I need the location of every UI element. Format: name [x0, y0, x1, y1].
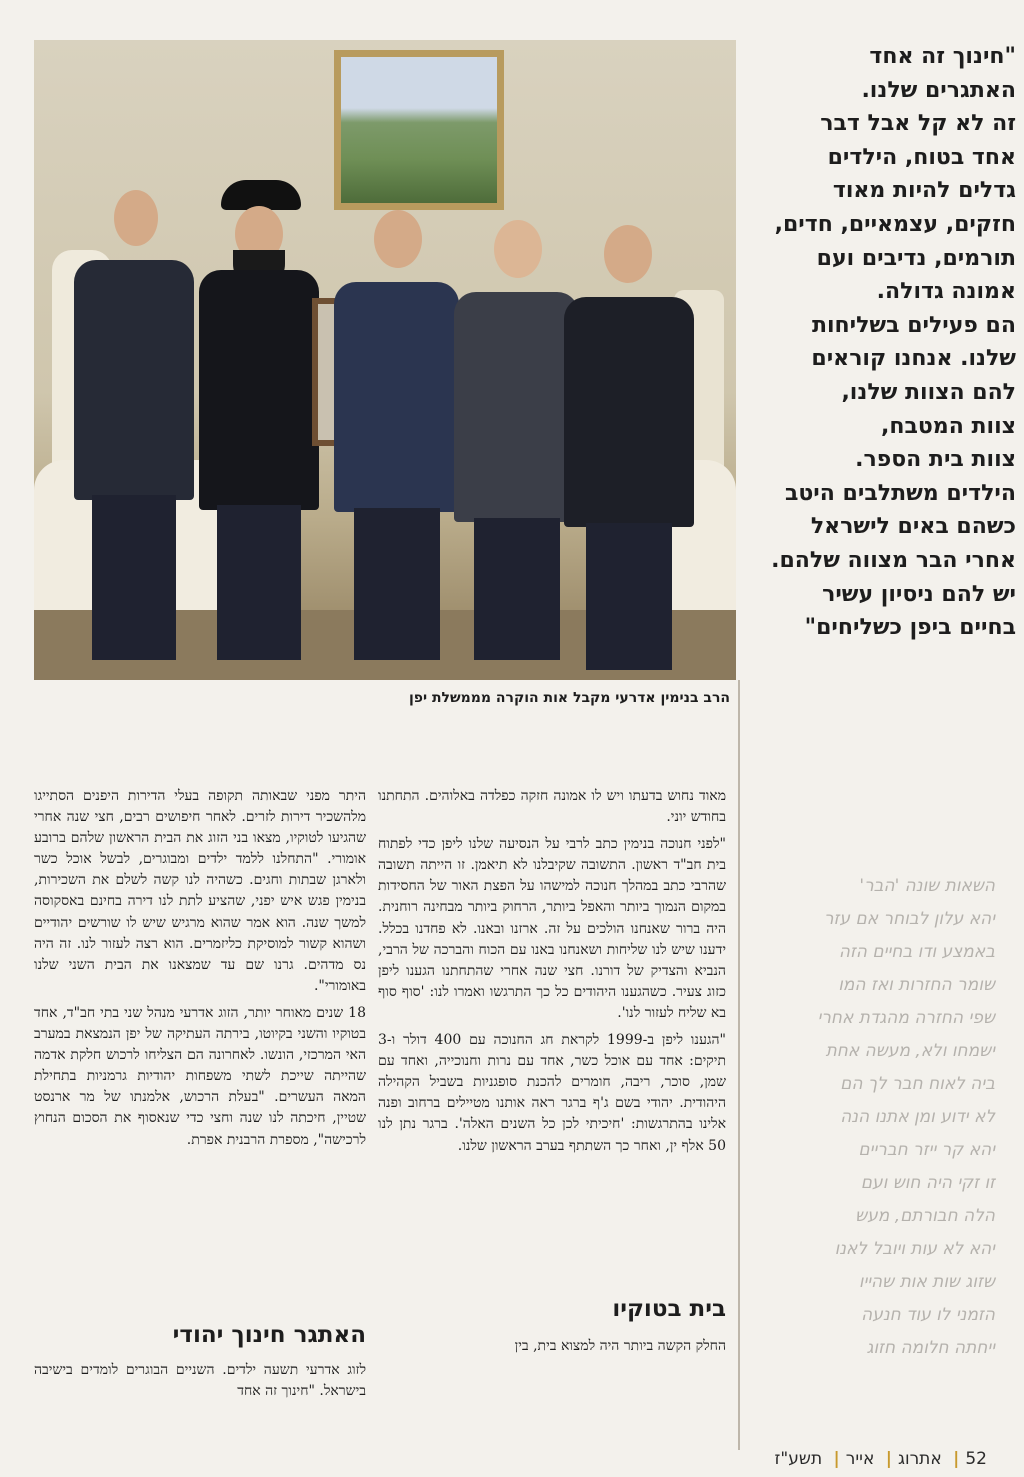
pull-quote-line: אחד בטוח, הילדים [827, 144, 1016, 170]
faded-text-line: יהא לא עות ויובל לאנו [834, 1239, 995, 1259]
pull-quote-line: כשהם באים לישראל [810, 514, 1016, 540]
pull-quote-line: הם פעילים בשליחות [811, 312, 1016, 338]
faded-text-line: השאות שונה 'הבר' [859, 876, 995, 896]
article-photo [34, 40, 736, 680]
pull-quote-line: אחרי הבר מצווה שלהם. [771, 547, 1016, 573]
article-column-left [34, 786, 366, 1157]
paragraph: 18 שנים מאוחר יותר, הזוג אדרעי מנהל שני בתי חב"ד, אחד בטוקיו והשני בקיוטו, בירתה העתיקה של יפן הנמצאת במערב האי המרכזי, הונשו. לאחרונה הם הצליחו לרכוש חלקת אדמה שהייתה שייכת לשתי משפחות יהודיות גרמניות בתחילת המאה העשרים. "בעלת הרכוש, אלמנתו של מר ארנסט שטיין, חיכתה לנו שנה וחצי כדי שנאסוף את הסכום הנחוץ לרכישה", מספרת הרבנית אפרת. [34, 1004, 366, 1148]
pull-quote-line: להם הצוות שלנו, [841, 379, 1016, 405]
pull-quote-line: האתגרים שלנו. [861, 77, 1016, 103]
faded-text-line: שפי החזרה מהגדת אחרי [817, 1008, 995, 1028]
faded-text-line: הלה חבורתם, מעש [855, 1206, 995, 1226]
pull-quote [754, 40, 1016, 645]
pull-quote-line: תורמים, נדיבים ועם [816, 245, 1016, 271]
pull-quote-line: אמונה גדולה. [876, 279, 1016, 305]
paragraph: היתר מפני שבאותה תקופה בעלי הדירות היפנים הסתייגו מלהשכיר דירות לזרים. לאחר חיפושים רבים, חצי שנה אחרי שהגיעו לטוקיו, מצאו בני הזוג את הבית הראשון שלהם ברובע אומורי. "התחלנו ללמד ילדים ומבוגרים, לבשל אוכל כשר ולארגן שבתות וחגים. כשהיה לנו קשה לשלם את השכירות, בנימין פגש איש יפני, שהציע לתת לנו דירה בחינם באסקוסה למשך שנה. הוא אמר שהוא מרגיש שיש לו שורשים יהודיים ושהוא קשור למוסיקת כליזמרים. הוא רצה לעזור לנו. זה היה נס מדהים. גרנו שם עד שמצאנו את הבית השני שלנו באומורי". [34, 788, 366, 994]
faded-text-line: ייחתה חלומה חזוג [866, 1338, 995, 1358]
issue-year: תשע"ז [774, 1449, 823, 1469]
pull-quote-line: צוות המטבח, [880, 413, 1016, 439]
pull-quote-line: צוות בית הספר. [855, 447, 1016, 473]
pull-quote-line: זה לא קל אבל דבר [820, 111, 1016, 137]
issue-month: אייר [845, 1449, 875, 1469]
photo-caption: הרב בנימין אדרעי מקבל אות הוקרה מממשלת יפן [408, 690, 730, 706]
faded-text-line: שומר החזרות ואז המו [838, 975, 995, 995]
photo-person-1 [74, 190, 194, 660]
faded-text-line: הזמני לו עוד חנעה [861, 1305, 995, 1325]
paragraph: "הגענו ליפן ב-1999 לקראת חג החנוכה עם 400 דולר ו-3 תיקים: אחד עם אוכל כשר, אחד עם נרות וחנוכייה, ואחד עם שמן, סוכר, ריבה, חומרים להכנת סופגניות בשביל הקהילה היהודית. יהודי בשם ג'ף ברגר ראה אותנו מטיילים ברחוב ופנה אלינו בהתרגשות: 'חיכיתי לכן כל השנים האלה'. ברגר נתן לנו 50 אלף ין, ואחר כך השתתף בערב הראשון שלנו. [378, 1032, 726, 1154]
column-divider [738, 680, 740, 1450]
article-column-left-continued: לזוג אדרעי תשעה ילדים. השניים הבוגרים לומדים בישיבה בישראל. "חינוך זה אחד [34, 1362, 366, 1400]
photo-person-3 [334, 210, 459, 660]
faded-text-line: יהא עלון לבוחר אם עזר [823, 909, 995, 929]
faded-text-line: לא ידוע ומן אתנו הנה [840, 1107, 995, 1127]
pull-quote-line: שלנו. אנחנו קוראים [811, 346, 1016, 372]
magazine-name: אתרוג [897, 1449, 942, 1469]
page-footer: 52| אתרוג| אייר| תשע"ז [772, 1449, 990, 1469]
photo-person-5 [564, 225, 694, 670]
pull-quote-line: יש להם ניסיון עשיר [822, 581, 1016, 607]
pull-quote-line: הילדים משתלבים היטב [784, 480, 1016, 506]
photo-person-4 [454, 220, 579, 660]
article-column-right-continued: החלק הקשה ביותר היה למצוא בית, בין [514, 1338, 726, 1354]
faded-text-line: יהא קר ייזר חבריים [858, 1140, 995, 1160]
page-number: 52 [965, 1449, 987, 1469]
pull-quote-line: גדלים להיות מאוד [832, 178, 1016, 204]
pull-quote-line: "חינוך זה אחד [869, 44, 1016, 69]
faded-overlay-text [760, 870, 995, 1365]
paragraph: "לפני חנוכה בנימין כתב לרבי על הנסיעה שלנו ליפן כדי לפתוח בית חב"ד ראשון. התשובה שקיבלנו לא תיאמן. זו הייתה תשובה שהרבי כתב במהלך חנוכה למישהו על הפצת האור של החסידות במקום הנמוך ביותר והאפל ביותר, הרחוק ביותר מבחינה רוחנית. היה ברור שאנחנו הולכים על זה. ארזנו ובאנו. לא פחדנו בכלל. ידענו שיש לנו שליחות ושאנחנו באנו עם הכוח והברכה של הרבי, הנביא והצדיק של דורנו. חצי שנה אחרי שהתחתנו הגענו ליפן כזוג צעיר. כשהגענו היהודים כל כך התרגשו ואמרו לנו: 'סוף סוף בא שליח לעזור לנו'. [378, 836, 726, 1021]
faded-text-line: שזוג שות אות שהייו [858, 1272, 995, 1292]
section-heading-jewish-education: האתגר חינוך יהודי [172, 1322, 366, 1348]
photo-person-2 [199, 180, 319, 660]
faded-text-line: באמצע ודו בחיים הזה [838, 942, 995, 962]
pull-quote-line: בחיים ביפן כשליחים" [804, 615, 1016, 641]
section-heading-tokyo: בית בטוקיו [612, 1296, 726, 1322]
photo-painting [334, 50, 504, 210]
faded-text-line: ביה לאוח חבר לך הם [840, 1074, 995, 1094]
faded-text-line: זו זקי היה חוש ועם [860, 1173, 995, 1193]
paragraph: מאוד נחוש בדעתו ויש לו אמונה חזקה כפלדה באלוהים. התחתנו בחודש יוני. [378, 788, 726, 826]
article-column-right [378, 786, 726, 1163]
faded-text-line: ישמחו ולא, מעשה אחת [825, 1041, 995, 1061]
pull-quote-line: חזקים, עצמאיים, חדים, [774, 211, 1016, 237]
